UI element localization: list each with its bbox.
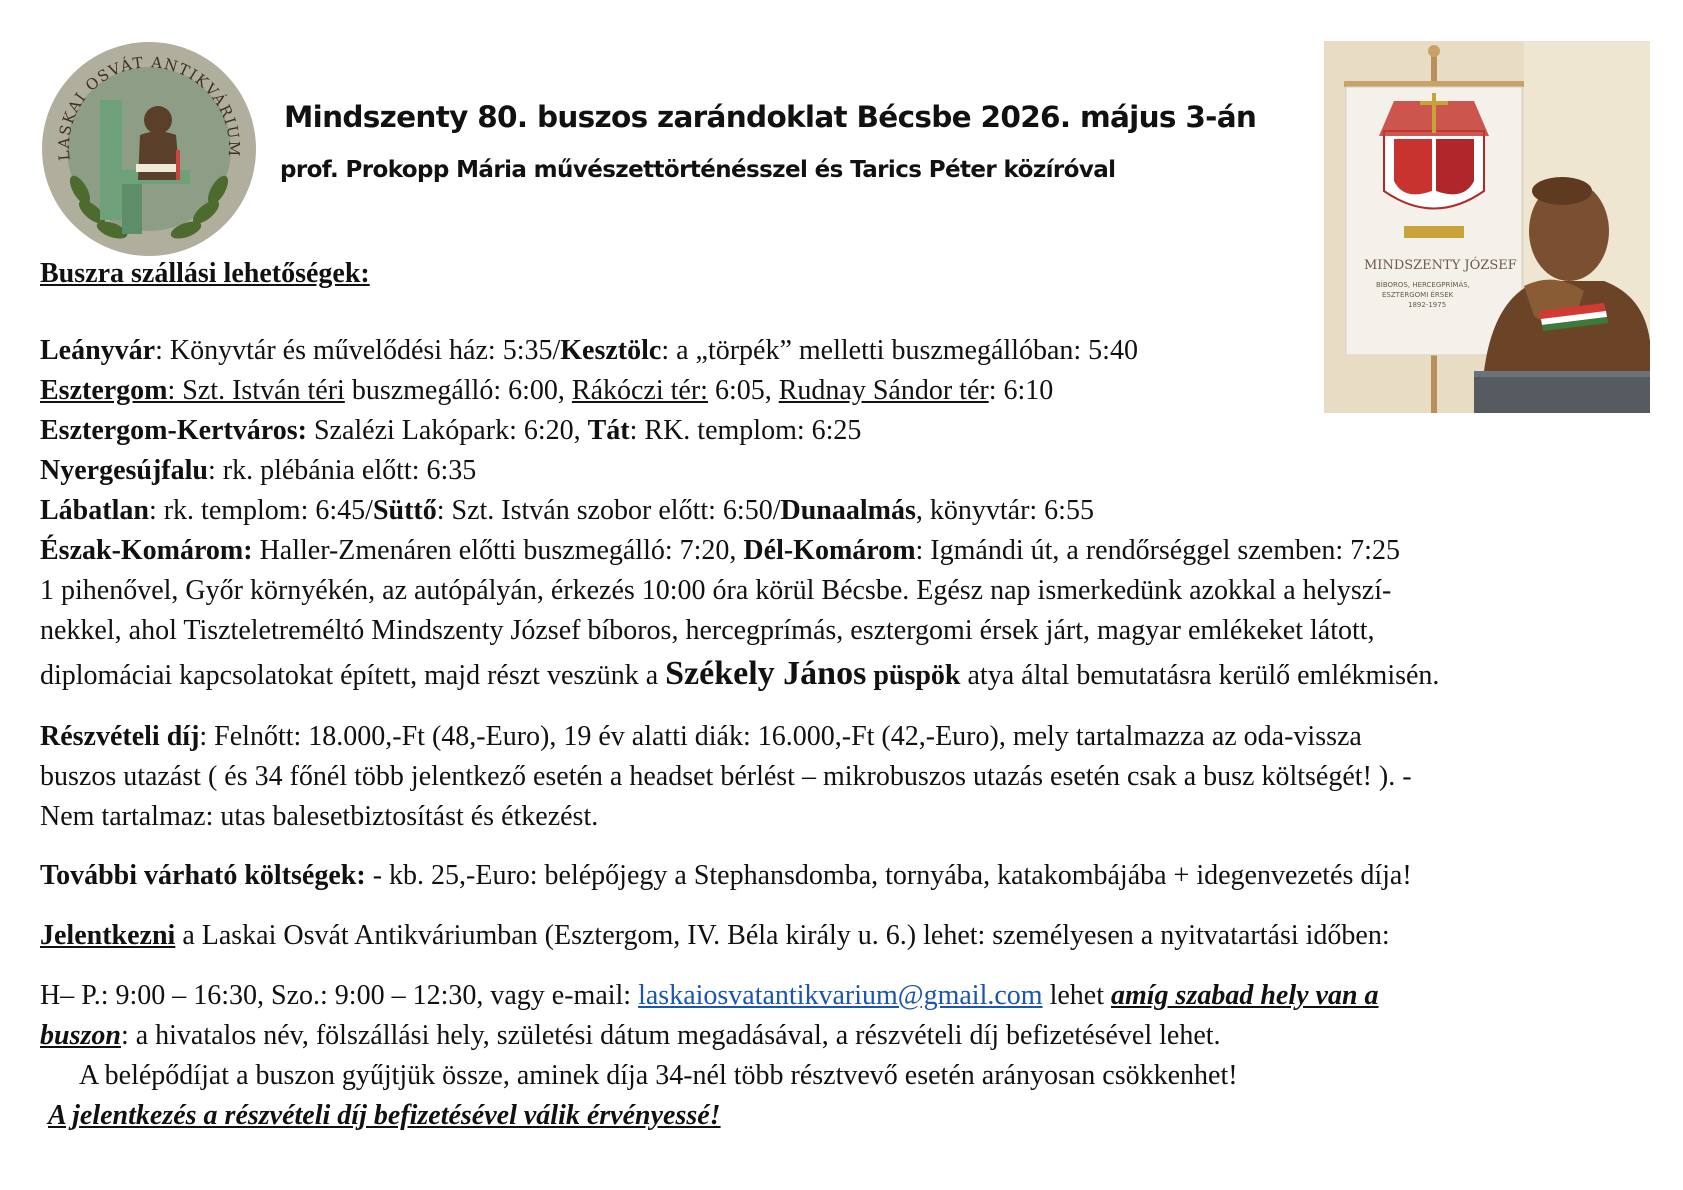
program-line-2: nekkel, ahol Tiszteletreméltó Mindszenty József bíboros, hercegprímás, esztergomi érsek járt, magyar emlékeket látott,: [40, 615, 1375, 646]
stop-text: : 6:10: [988, 375, 1054, 406]
emphasis-text: buszon: [40, 1020, 121, 1051]
stop-text: : a „törpék” melletti buszmegállóban: 5:40: [661, 335, 1138, 366]
stop-text: Szalézi Lakópark: 6:20,: [306, 415, 588, 446]
stop-text: : rk. templom: 6:45/: [148, 495, 373, 526]
fee-label: Részvételi díj: [40, 721, 200, 752]
boarding-line-3: [40, 411, 861, 451]
stop-text: buszmegálló: 6:00,: [344, 375, 572, 406]
fee-line-2: buszos utazást ( és 34 főnél több jelentkező esetén a headset bérlést – mikrobuszos utazás esetén csak a busz költségét! ). -: [40, 761, 1412, 792]
banner-years: 1892-1975: [1408, 301, 1447, 309]
extra-costs-text: - kb. 25,-Euro: belépőjegy a Stephansdomba, tornyába, katakombájába + idegenvezetés díja!: [365, 860, 1412, 891]
boarding-line-5: [40, 491, 1094, 531]
contact-text: : a hivatalos név, fölszállási hely, születési dátum megadásával, a részvételi díj befizetésével lehet.: [120, 1020, 1221, 1051]
boarding-line-6: [40, 531, 1400, 571]
logo-ring-text: LASKAI OSVÁT ANTIKVÁRIUM: [54, 53, 244, 162]
program-line-3: [40, 654, 1439, 696]
stop-nyergesujfalu: Nyergesújfalu: [40, 455, 208, 486]
banner-line2: BÍBOROS, HERCEGPRÍMÁS,: [1376, 281, 1470, 289]
email-link[interactable]: laskaiosvatantikvarium@gmail.com: [638, 980, 1043, 1011]
stop-rakoczi: Rákóczi tér:: [571, 375, 708, 406]
fee-line-1: [40, 717, 1362, 757]
fee-text: : Felnőtt: 18.000,-Ft (48,-Euro), 19 év alatti diák: 16.000,-Ft (42,-Euro), mely tartalmazza az oda-vissza: [199, 721, 1362, 752]
contact-line-3: A belépődíjat a buszon gyűjtjük össze, aminek díja 34-nél több résztvevő esetén arányosan csökkenhet!: [79, 1060, 1238, 1091]
register-line: [40, 916, 1390, 956]
stop-del-komarom: Dél-Komárom: [743, 535, 916, 566]
stop-esztergom: Esztergom: [40, 375, 168, 406]
register-label: Jelentkezni: [40, 920, 176, 951]
stop-dunaalmas: Dunaalmás: [780, 495, 916, 526]
stop-text: : Könyvtár és művelődési ház: 5:35/: [155, 335, 561, 366]
stop-eszak-komarom: Észak-Komárom:: [40, 535, 253, 566]
antikvarium-logo: [40, 40, 258, 258]
extra-costs-label: További várható költségek:: [40, 860, 366, 891]
stop-text: : Szt. István szobor előtt: 6:50/: [436, 495, 781, 526]
banner-name: MINDSZENTY JÓZSEF: [1364, 258, 1517, 273]
stop-tat: Tát: [587, 415, 630, 446]
mindszenty-photo: [1324, 41, 1650, 413]
final-note-text: A jelentkezés a részvételi díj befizetésével válik érvényessé!: [48, 1100, 721, 1131]
program-line-1: 1 pihenővel, Győr környékén, az autópályán, érkezés 10:00 óra körül Bécsbe. Egész nap ismerkedünk azokkal a helyszí-: [40, 575, 1392, 606]
bishop-name: Székely János: [665, 655, 867, 692]
page-title: Mindszenty 80. buszos zarándoklat Bécsbe 2026. május 3-án: [284, 100, 1257, 134]
stop-kertvaros: Esztergom-Kertváros:: [40, 415, 307, 446]
stop-text: 6:05,: [707, 375, 779, 406]
boarding-heading: [40, 254, 370, 294]
stop-kesztolc: Kesztölc: [560, 335, 662, 366]
stop-text: : Igmándi út, a rendőrséggel szemben: 7:25: [915, 535, 1400, 566]
stop-text: : RK. templom: 6:25: [629, 415, 862, 446]
final-note: [48, 1096, 721, 1136]
contact-text: lehet: [1042, 980, 1111, 1011]
stop-leanyvar: Leányvár: [40, 335, 156, 366]
register-text: a Laskai Osvát Antikváriumban (Esztergom, IV. Béla király u. 6.) lehet: személyesen a nyitvatartási időben:: [175, 920, 1390, 951]
fee-line-3: Nem tartalmaz: utas balesetbiztosítást és étkezést.: [40, 801, 599, 832]
page-subtitle: prof. Prokopp Mária művészettörténésszel és Tarics Péter közíróval: [280, 157, 1116, 183]
stop-rudnay: Rudnay Sándor tér: [778, 375, 989, 406]
stop-text: : Szt. István téri: [167, 375, 345, 406]
contact-line-1: [40, 976, 1379, 1016]
boarding-line-2: [40, 371, 1053, 411]
stop-text: Haller-Zmenáren előtti buszmegálló: 7:20,: [252, 535, 744, 566]
program-text: diplomáciai kapcsolatokat épített, majd részt veszünk a: [40, 660, 666, 691]
logo-emblem: [40, 40, 258, 258]
emphasis-text: amíg szabad hely van a: [1110, 980, 1379, 1011]
stop-text: , könyvtár: 6:55: [915, 495, 1094, 526]
opening-hours: H– P.: 9:00 – 16:30, Szo.: 9:00 – 12:30, vagy e-mail:: [40, 980, 639, 1011]
boarding-line-4: [40, 451, 476, 491]
boarding-line-1: [40, 331, 1138, 371]
contact-line-2: [40, 1016, 1221, 1056]
stop-text: : rk. plébánia előtt: 6:35: [207, 455, 477, 486]
stop-sutto: Süttő: [372, 495, 437, 526]
extra-costs-line: [40, 856, 1412, 896]
banner-line3: ESZTERGOMI ÉRSEK: [1382, 291, 1454, 299]
boarding-heading-text: Buszra szállási lehetőségek:: [40, 258, 370, 289]
stop-labatlan: Lábatlan: [40, 495, 149, 526]
program-text: atya által bemutatásra kerülő emlékmisén.: [960, 660, 1440, 691]
bust-banner-illustration: [1324, 41, 1650, 413]
bishop-title: püspök: [866, 660, 961, 691]
